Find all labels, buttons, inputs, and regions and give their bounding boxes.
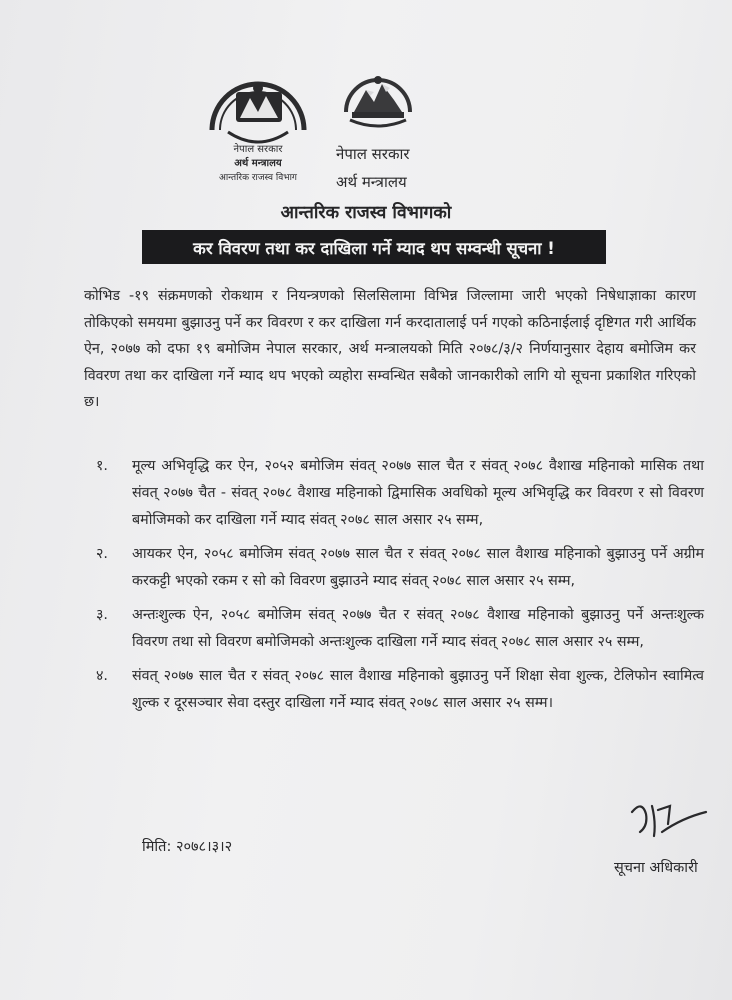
seal-text-line-1: नेपाल सरकार [233,144,283,155]
notice-date: मिति: २०७८।३।२ [142,839,233,855]
government-name: नेपाल सरकार [336,145,410,163]
list-item-number: १. [96,458,108,474]
ministry-name: अर्थ मन्त्रालय [336,173,407,191]
signatory-title: सूचना अधिकारी [614,860,698,876]
list-item-text: आयकर ऐन, २०५८ बमोजिम संवत् २०७७ साल चैत र संवत् २०७८ साल वैशाख महिनाको बुझाउनु पर्ने अग्रीम करकट्टी भएको रकम र सो को विवरण बुझाउने म्याद संवत् २०७८ साल असार २५ सम्म, [132,546,704,589]
intro-paragraph: कोभिड -१९ संक्रमणको रोकथाम र नियन्त्रणको सिलसिलामा विभिन्न जिल्लामा जारी भएको निषेधाज्ञाका कारण तोकिएको समयमा बुझाउनु पर्ने कर विवरण र कर दाखिला गर्न करदातालाई पर्न गएको कठिनाईलाई दृष्टिगत गरी आर्थिक ऐन, २०७७ को दफा १९ बमोजिम नेपाल सरकार, अर्थ मन्त्रालयको मिति २०७८/३/२ निर्णयानुसार देहाय बमोजिम कर विवरण तथा कर दाखिला गर्ने म्याद थप भएको व्यहोरा सम्वन्धित सबैको जानकारीको लागि यो सूचना प्रकाशित गरिएको छ। [84,288,696,410]
notice-title: कर विवरण तथा कर दाखिला गर्ने म्याद थप सम्वन्धी सूचना ! [193,238,555,258]
department-title: आन्तरिक राजस्व विभागको [280,203,452,223]
ird-seal-logo [202,72,314,188]
list-item-number: ३. [96,607,108,623]
seal-text-line-2: अर्थ मन्त्रालय [234,158,282,169]
list-item-number: २. [96,546,108,562]
list-item-number: ४. [96,668,108,684]
extension-list [92,453,704,724]
list-item [92,663,704,717]
list-item-text: मूल्य अभिवृद्धि कर ऐन, २०५२ बमोजिम संवत् २०७७ साल चैत र संवत् २०७८ वैशाख महिनाको मासिक तथा संवत् २०७७ चैत - संवत् २०७८ वैशाख महिनाको द्विमासिक अवधिको मूल्य अभिवृद्धि कर विवरण र सो विवरण बमोजिमको कर दाखिला गर्ने म्याद संवत् २०७८ साल असार २५ सम्म, [132,458,704,528]
government-heading [336,140,476,196]
list-item [92,453,704,534]
list-item [92,602,704,656]
signature-mark [622,792,712,852]
notice-title-banner [142,230,606,264]
list-item-text: अन्तःशुल्क ऐन, २०५८ बमोजिम संवत् २०७७ चैत र संवत् २०७८ वैशाख महिनाको बुझाउनु पर्ने अन्तःशुल्क विवरण तथा सो विवरण बमोजिमको अन्तःशुल्क दाखिला गर्ने म्याद संवत् २०७८ साल असार २५ सम्म, [132,607,704,650]
list-item-text: संवत् २०७७ साल चैत र संवत् २०७८ साल वैशाख महिनाको बुझाउनु पर्ने शिक्षा सेवा शुल्क, टेलिफोन स्वामित्व शुल्क र दूरसञ्चार सेवा दस्तुर दाखिला गर्ने म्याद संवत् २०७८ साल असार २५ सम्म। [132,668,704,711]
seal-text-line-3: आन्तरिक राजस्व विभाग [218,173,298,183]
list-item [92,541,704,595]
nepal-government-emblem [340,72,416,134]
